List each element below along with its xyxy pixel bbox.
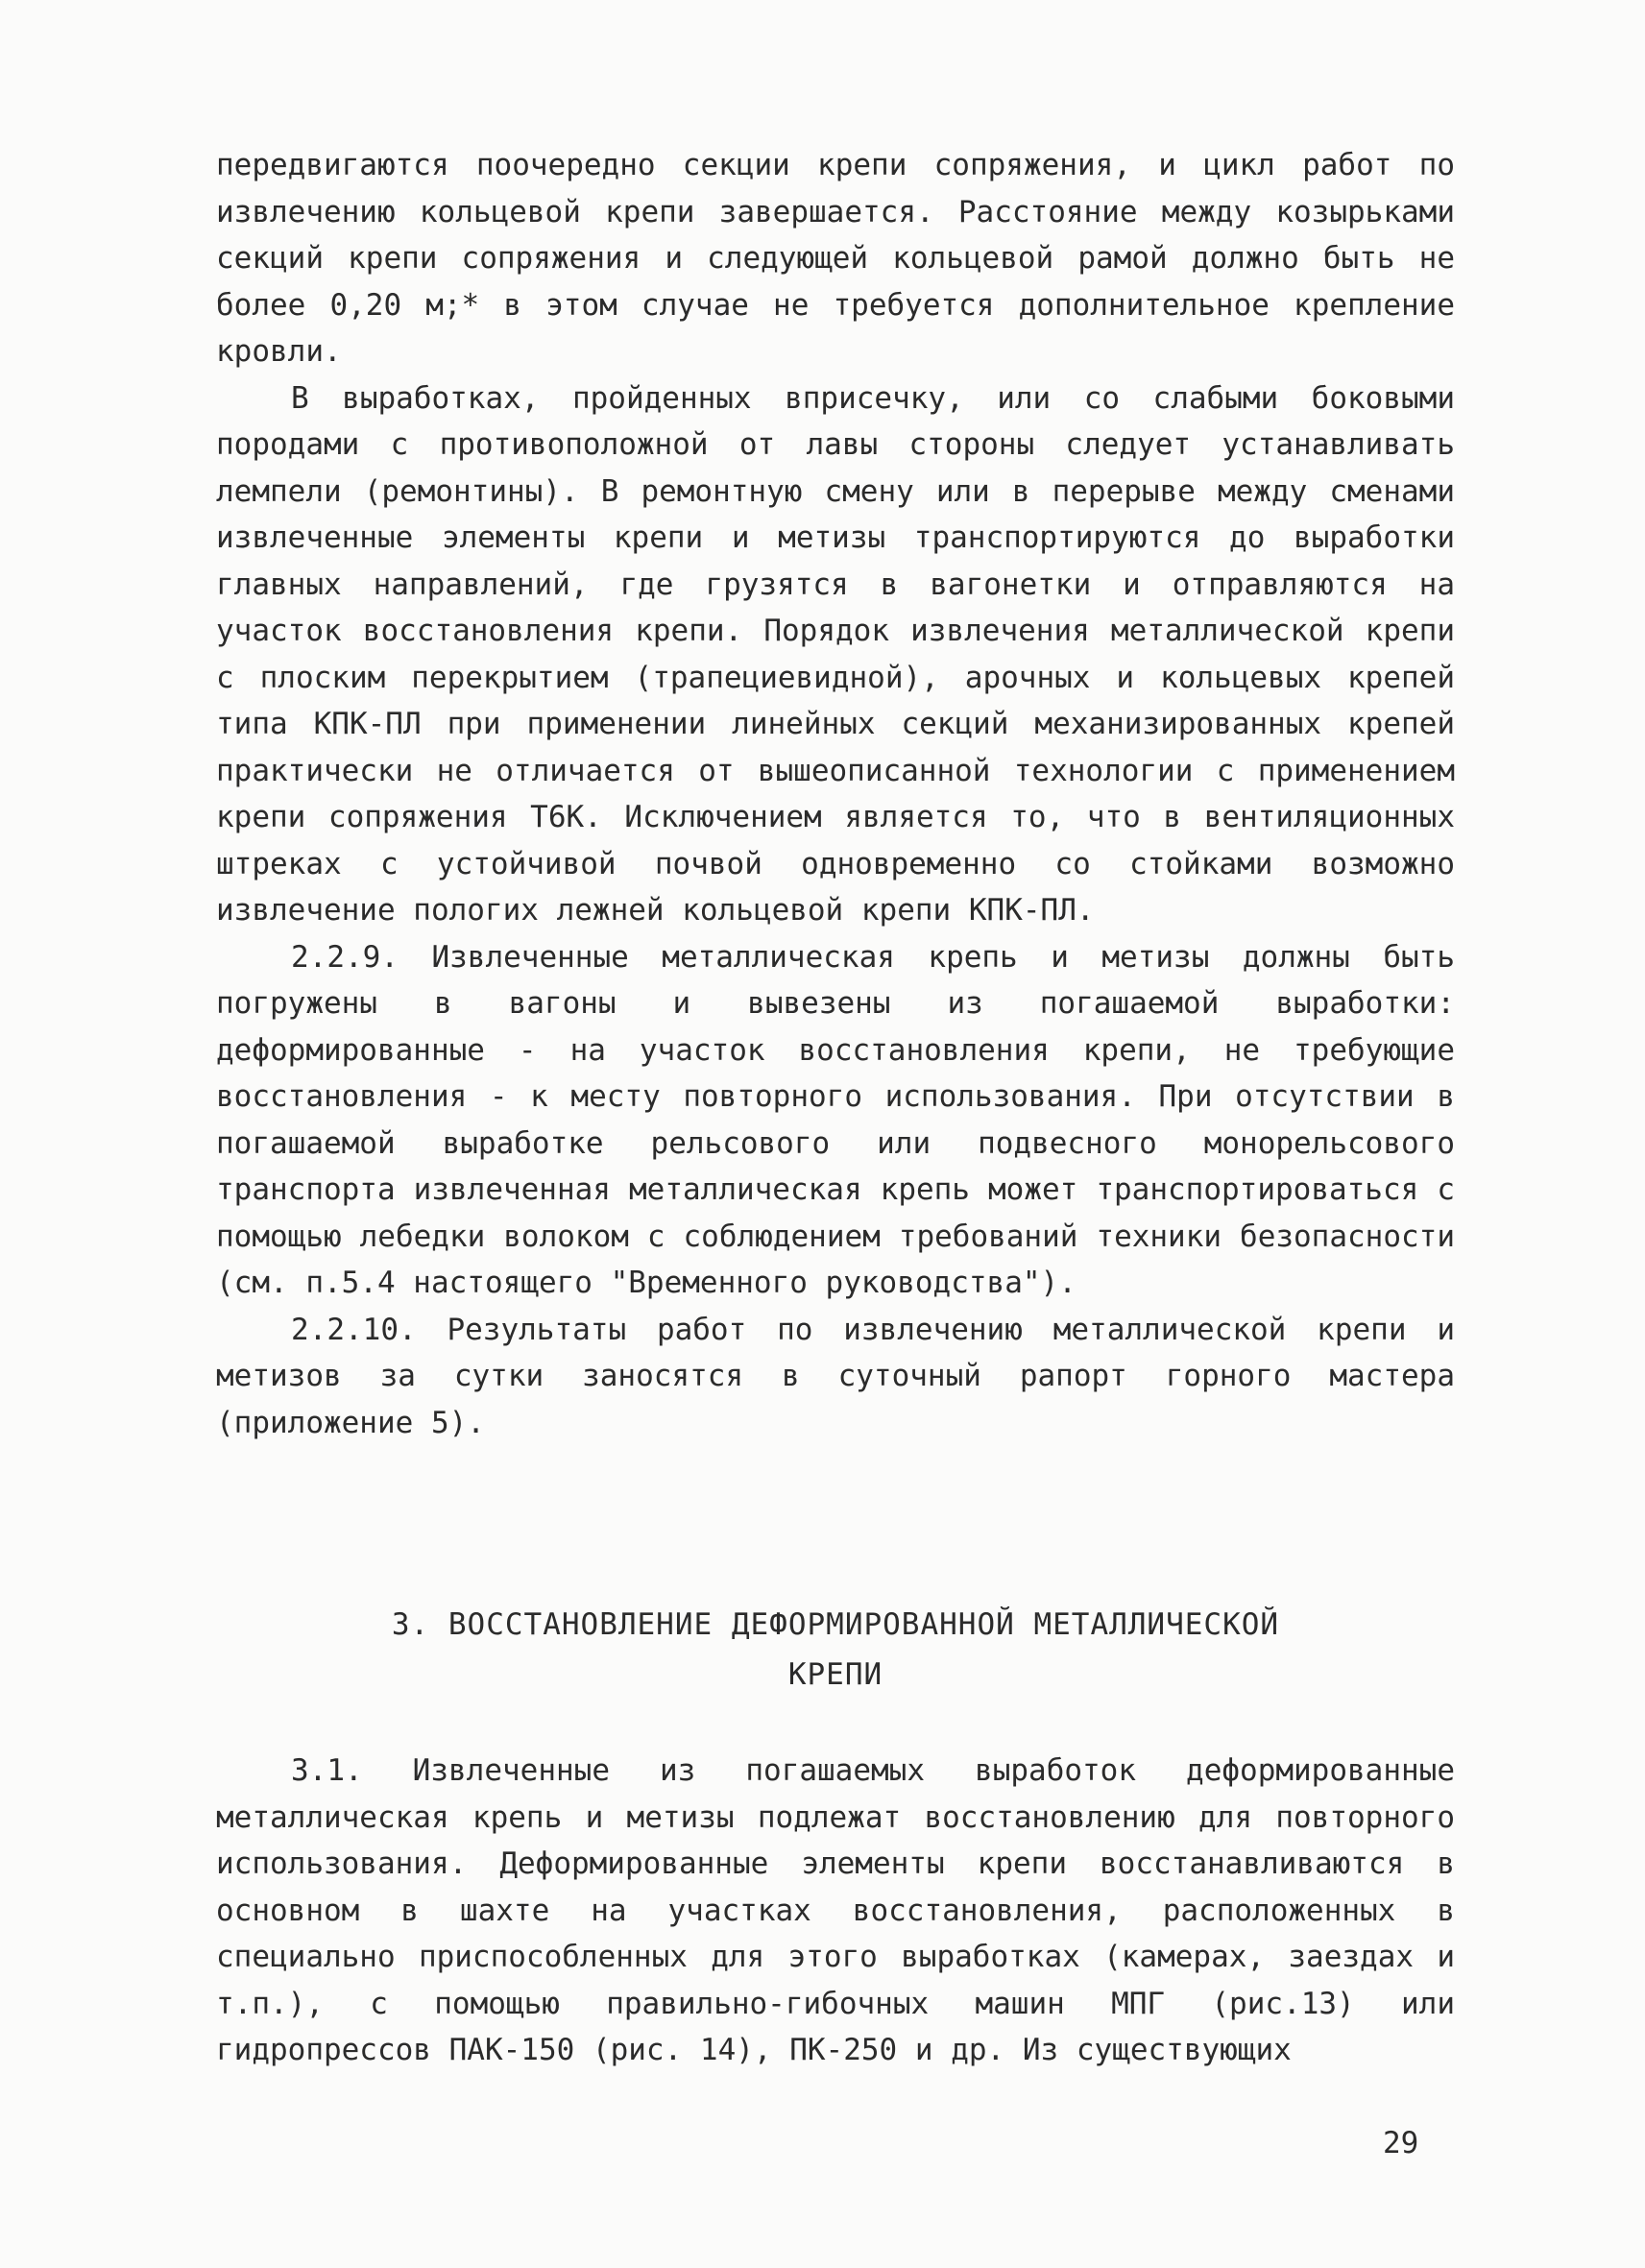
section-heading-line1: 3. ВОССТАНОВЛЕНИЕ ДЕФОРМИРОВАННОЙ МЕТАЛЛИЧЕСКОЙ [391, 1607, 1280, 1642]
paragraph-workings: В выработках, пройденных вприсечку, или со слабыми боковыми породами с противоположной от лавы стороны следует устанавливать лемпели (ремонтины). В ремонтную смену или в перерыве между сменами извлеченные элементы крепи и метизы транспортируются до выработки главных направлений, где грузятся в вагонетки и отправляются на участок восстановления крепи. Порядок извлечения металлической крепи с плоским перекрытием (трапециевидной), арочных и кольцевых крепей типа КПК-ПЛ при применении линейных секций механизированных крепей практически не отличается от вышеописанной технологии с применением крепи сопряжения Т6К. Исключением является то, что в вентиляционных штреках с устойчивой почвой одновременно со стойками возможно извлечение пологих лежней кольцевой крепи КПК-ПЛ. [216, 380, 1455, 928]
paragraph-continuation: передвигаются поочередно секции крепи сопряжения, и цикл работ по извлечению кольцевой крепи завершается. Расстояние между козырьками секций крепи сопряжения и следующей кольцевой рамой должно быть не более 0,20 м;* в этом случае не требуется дополнительное крепление кровли. [216, 148, 1455, 369]
section-heading-line2: КРЕПИ [787, 1657, 883, 1692]
page-number: 29 [1383, 2126, 1419, 2160]
body-text-bottom [216, 1748, 1455, 2074]
paragraph-3-1: 3.1. Извлеченные из погашаемых выработок деформированные металлическая крепь и метизы подлежат восстановлению для повторного использования. Деформированные элементы крепи восстанавливаются в основном в шахте на участках восстановления, расположенных в специально приспособленных для этого выработках (камерах, заездах и т.п.), с помощью правильно-гибочных машин МПГ (рис.13) или гидропрессов ПАК-150 (рис. 14), ПК-250 и др. Из существующих [216, 1753, 1455, 2067]
paragraph-2-2-9: 2.2.9. Извлеченные металлическая крепь и метизы должны быть погружены в вагоны и вывезены из погашаемой выработки: деформированные - на участок восстановления крепи, не требующие восстановления - к месту повторного использования. При отсутствии в погашаемой выработке рельсового или подвесного монорельсового транспорта извлеченная металлическая крепь может транспортироваться с помощью лебедки волоком с соблюдением требований техники безопасности (см. п.5.4 настоящего "Временного руководства"). [216, 939, 1455, 1300]
body-text-top [216, 142, 1455, 1446]
paragraph-2-2-10: 2.2.10. Результаты работ по извлечению металлической крепи и метизов за сутки заносятся в суточный рапорт горного мастера (приложение 5). [216, 1312, 1455, 1440]
section-heading [216, 1600, 1455, 1700]
